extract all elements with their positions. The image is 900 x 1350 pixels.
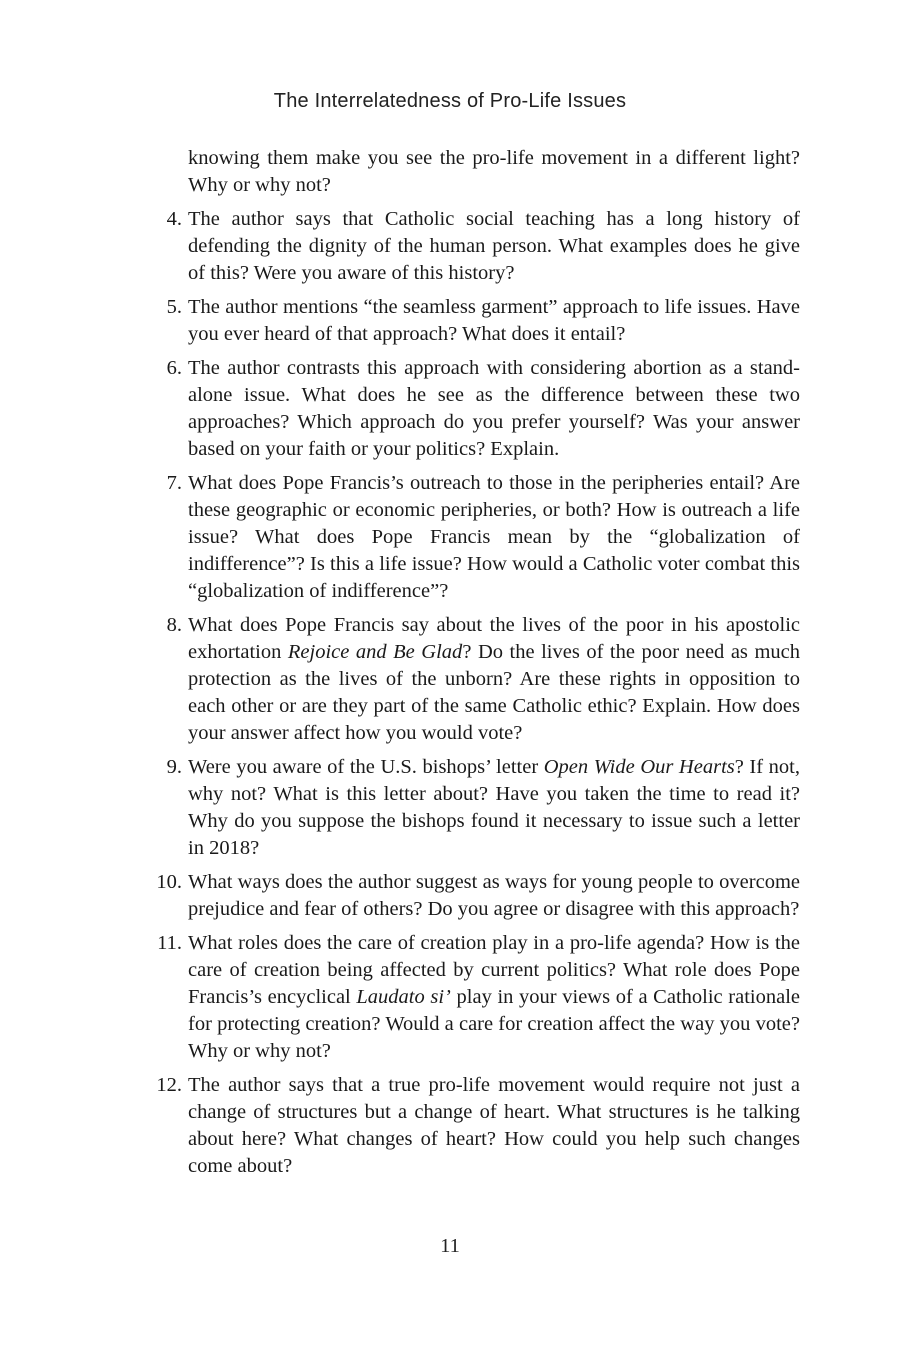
question-text: The author says that a true pro-life movement would require not just a change of structures but a change of heart. What structures is he talking about here? What changes of heart? How could you help such changes come about? [188,1074,800,1177]
question-item [166,294,800,348]
question-number: 9. [166,756,182,778]
question-text: What roles does the care of creation play in a pro-life agenda? How is the care of creation being affected by current politics? What role does Pope Francis’s encyclical Laudato si’ play in your views of a Catholic rationale for protecting creation? Would a care for creation affect the way you vote? Why or why not? [188,932,800,1062]
question-number: 12. [156,1074,182,1096]
question-item [166,206,800,287]
italic-title: Open Wide Our Hearts [543,756,735,778]
question-item [166,355,800,463]
question-item [157,930,800,1065]
question-text: The author contrasts this approach with considering abortion as a stand-alone issue. What does he see as the difference between these two approaches? Which approach do you prefer yourself? Was your answer based on your faith or your politics? Explain. [188,357,800,460]
question-text: What does Pope Francis’s outreach to those in the peripheries entail? Are these geographic or economic peripheries, or both? How is outreach a life issue? What does Pope Francis mean by the “globalization of indifference”? Is this a life issue? How would a Catholic voter combat this “globalization of indifference”? [188,472,800,602]
question-number: 6. [166,357,182,379]
text-block [156,145,800,1187]
question-number: 7. [166,472,182,494]
question-text: What ways does the author suggest as ways for young people to overcome prejudice and fear of others? Do you agree or disagree with this approach? [188,871,800,920]
question-number: 4. [166,208,182,230]
question-number: 5. [166,296,182,318]
continuation-paragraph: knowing them make you see the pro-life movement in a different light? Why or why not? [188,147,800,196]
question-text: The author says that Catholic social teaching has a long history of defending the dignity of the human person. What examples does he give of this? Were you aware of this history? [188,208,800,284]
question-item [156,869,800,923]
page-number: 11 [440,1235,460,1257]
question-list [156,206,800,1180]
italic-title: Rejoice and Be Glad [287,641,463,663]
running-head: The Interrelatedness of Pro-Life Issues [273,90,627,112]
question-item [166,754,800,862]
question-item [166,612,800,747]
italic-title: Laudato si’ [356,986,451,1008]
question-number: 10. [156,871,182,893]
question-item [156,1072,800,1180]
question-item [166,470,800,605]
question-number: 8. [166,614,182,636]
question-text: Were you aware of the U.S. bishops’ letter Open Wide Our Hearts? If not, why not? What is this letter about? Have you taken the time to read it? Why do you suppose the bishops found it necessary to issue such a letter in 2018? [188,756,800,859]
question-number: 11. [157,932,182,954]
question-text: The author mentions “the seamless garment” approach to life issues. Have you ever heard of that approach? What does it entail? [188,296,800,345]
question-text: What does Pope Francis say about the lives of the poor in his apostolic exhortation Rejoice and Be Glad? Do the lives of the poor need as much protection as the lives of the unborn? Are these rights in opposition to each other or are they part of the same Catholic ethic? Explain. How does your answer affect how you would vote? [188,614,800,744]
